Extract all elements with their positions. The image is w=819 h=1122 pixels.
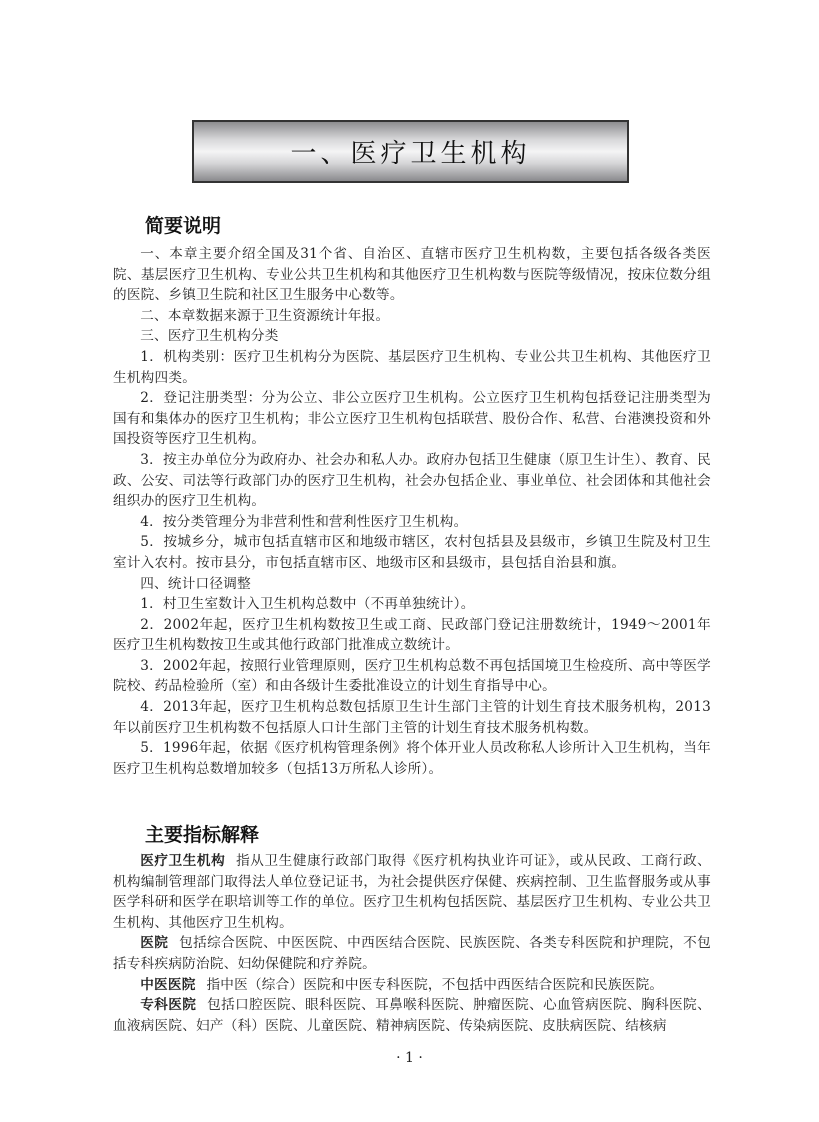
definition-text: 指从卫生健康行政部门取得《医疗机构执业许可证》，或从民政、工商行政、机构编制管理部门取得法人单位登记证书，为社会提供医疗保健、疾病控制、卫生监督服务或从事医学科研和医学在职培训等工作的单位。医疗卫生机构包括医院、基层医疗卫生机构、专业公共卫生机构、其他医疗卫生机构。	[113, 853, 711, 931]
definition-text: 包括口腔医院、眼科医院、耳鼻喉科医院、肿瘤医院、心血管病医院、胸科医院、血液病医院、妇产（科）医院、儿童医院、精神病医院、传染病医院、皮肤病医院、结核病	[113, 997, 712, 1034]
paragraph: 一、本章主要介绍全国及31个省、自治区、直辖市医疗卫生机构数，主要包括各级各类医院、基层医疗卫生机构、专业公共卫生机构和其他医疗卫生机构数与医院等级情况，按床位数分组的医院、乡镇卫生院和社区卫生服务中心数等。	[113, 246, 711, 304]
definition-term: 医院	[140, 935, 169, 952]
definition-term: 医疗卫生机构	[140, 853, 226, 869]
paragraph: 4．2013年起，医疗卫生机构总数包括原卫生计生部门主管的计划生育技术服务机构，2013年以前医疗卫生机构数不包括原人口计生部门主管的计划生育技术服务机构数。	[113, 699, 711, 736]
paragraph: 1．机构类别：医疗卫生机构分为医院、基层医疗卫生机构、专业公共卫生机构、其他医疗卫生机构四类。	[113, 348, 711, 386]
paragraph: 5．按城乡分，城市包括直辖市区和地级市辖区，农村包括县及县级市，乡镇卫生院及村卫生室计入农村。按市县分，市包括直辖市区、地级市区和县级市，县包括自治县和旗。	[113, 534, 711, 571]
definition	[113, 995, 711, 1036]
definition	[113, 975, 711, 996]
section-heading-summary: 简要说明	[145, 215, 222, 237]
definition-text: 包括综合医院、中医医院、中西医结合医院、民族医院、各类专科医院和护理院，不包括专科疾病防治院、妇幼保健院和疗养院。	[113, 935, 712, 972]
page-number: · 1 ·	[396, 1050, 423, 1066]
definition	[113, 851, 711, 933]
paragraph: 三、医疗卫生机构分类	[140, 328, 279, 345]
paragraph: 4．按分类管理分为非营利性和营利性医疗卫生机构。	[140, 513, 468, 530]
chapter-title-box	[192, 120, 629, 183]
definition-term: 专科医院	[140, 997, 197, 1014]
summary-section	[113, 244, 711, 779]
paragraph: 1．村卫生室数计入卫生机构总数中（不再单独统计）。	[140, 596, 475, 613]
paragraph: 3．2002年起，按照行业管理原则，医疗卫生机构总数不再包括国境卫生检疫所、高中等医学院校、药品检验所（室）和由各级计生委批准设立的计划生育指导中心。	[113, 657, 711, 695]
paragraph: 5．1996年起，依据《医疗机构管理条例》将个体开业人员改称私人诊所计入卫生机构，当年医疗卫生机构总数增加较多（包括13万所私人诊所）。	[113, 740, 711, 777]
section-heading-indicators: 主要指标解释	[145, 824, 260, 846]
definition-term: 中医医院	[140, 976, 196, 993]
definition	[113, 933, 711, 974]
paragraph: 二、本章数据来源于卫生资源统计年报。	[140, 307, 390, 324]
paragraph: 四、统计口径调整	[140, 575, 251, 592]
indicators-section	[113, 851, 711, 1036]
chapter-title: 一、医疗卫生机构	[290, 139, 531, 169]
paragraph: 3．按主办单位分为政府办、社会办和私人办。政府办包括卫生健康（原卫生计生）、教育、民政、公安、司法等行政部门办的医疗卫生机构，社会办包括企业、事业单位、社会团体和其他社会组织办的医疗卫生机构。	[113, 451, 711, 510]
paragraph: 2．登记注册类型：分为公立、非公立医疗卫生机构。公立医疗卫生机构包括登记注册类型为国有和集体办的医疗卫生机构；非公立医疗卫生机构包括联营、股份合作、私营、台港澳投资和外国投资等医疗卫生机构。	[113, 390, 711, 448]
paragraph: 2．2002年起，医疗卫生机构数按卫生或工商、民政部门登记注册数统计，1949～2001年医疗卫生机构数按卫生或其他行政部门批准成立数统计。	[113, 616, 711, 654]
definition-text: 指中医（综合）医院和中医专科医院，不包括中西医结合医院和民族医院。	[206, 976, 664, 993]
